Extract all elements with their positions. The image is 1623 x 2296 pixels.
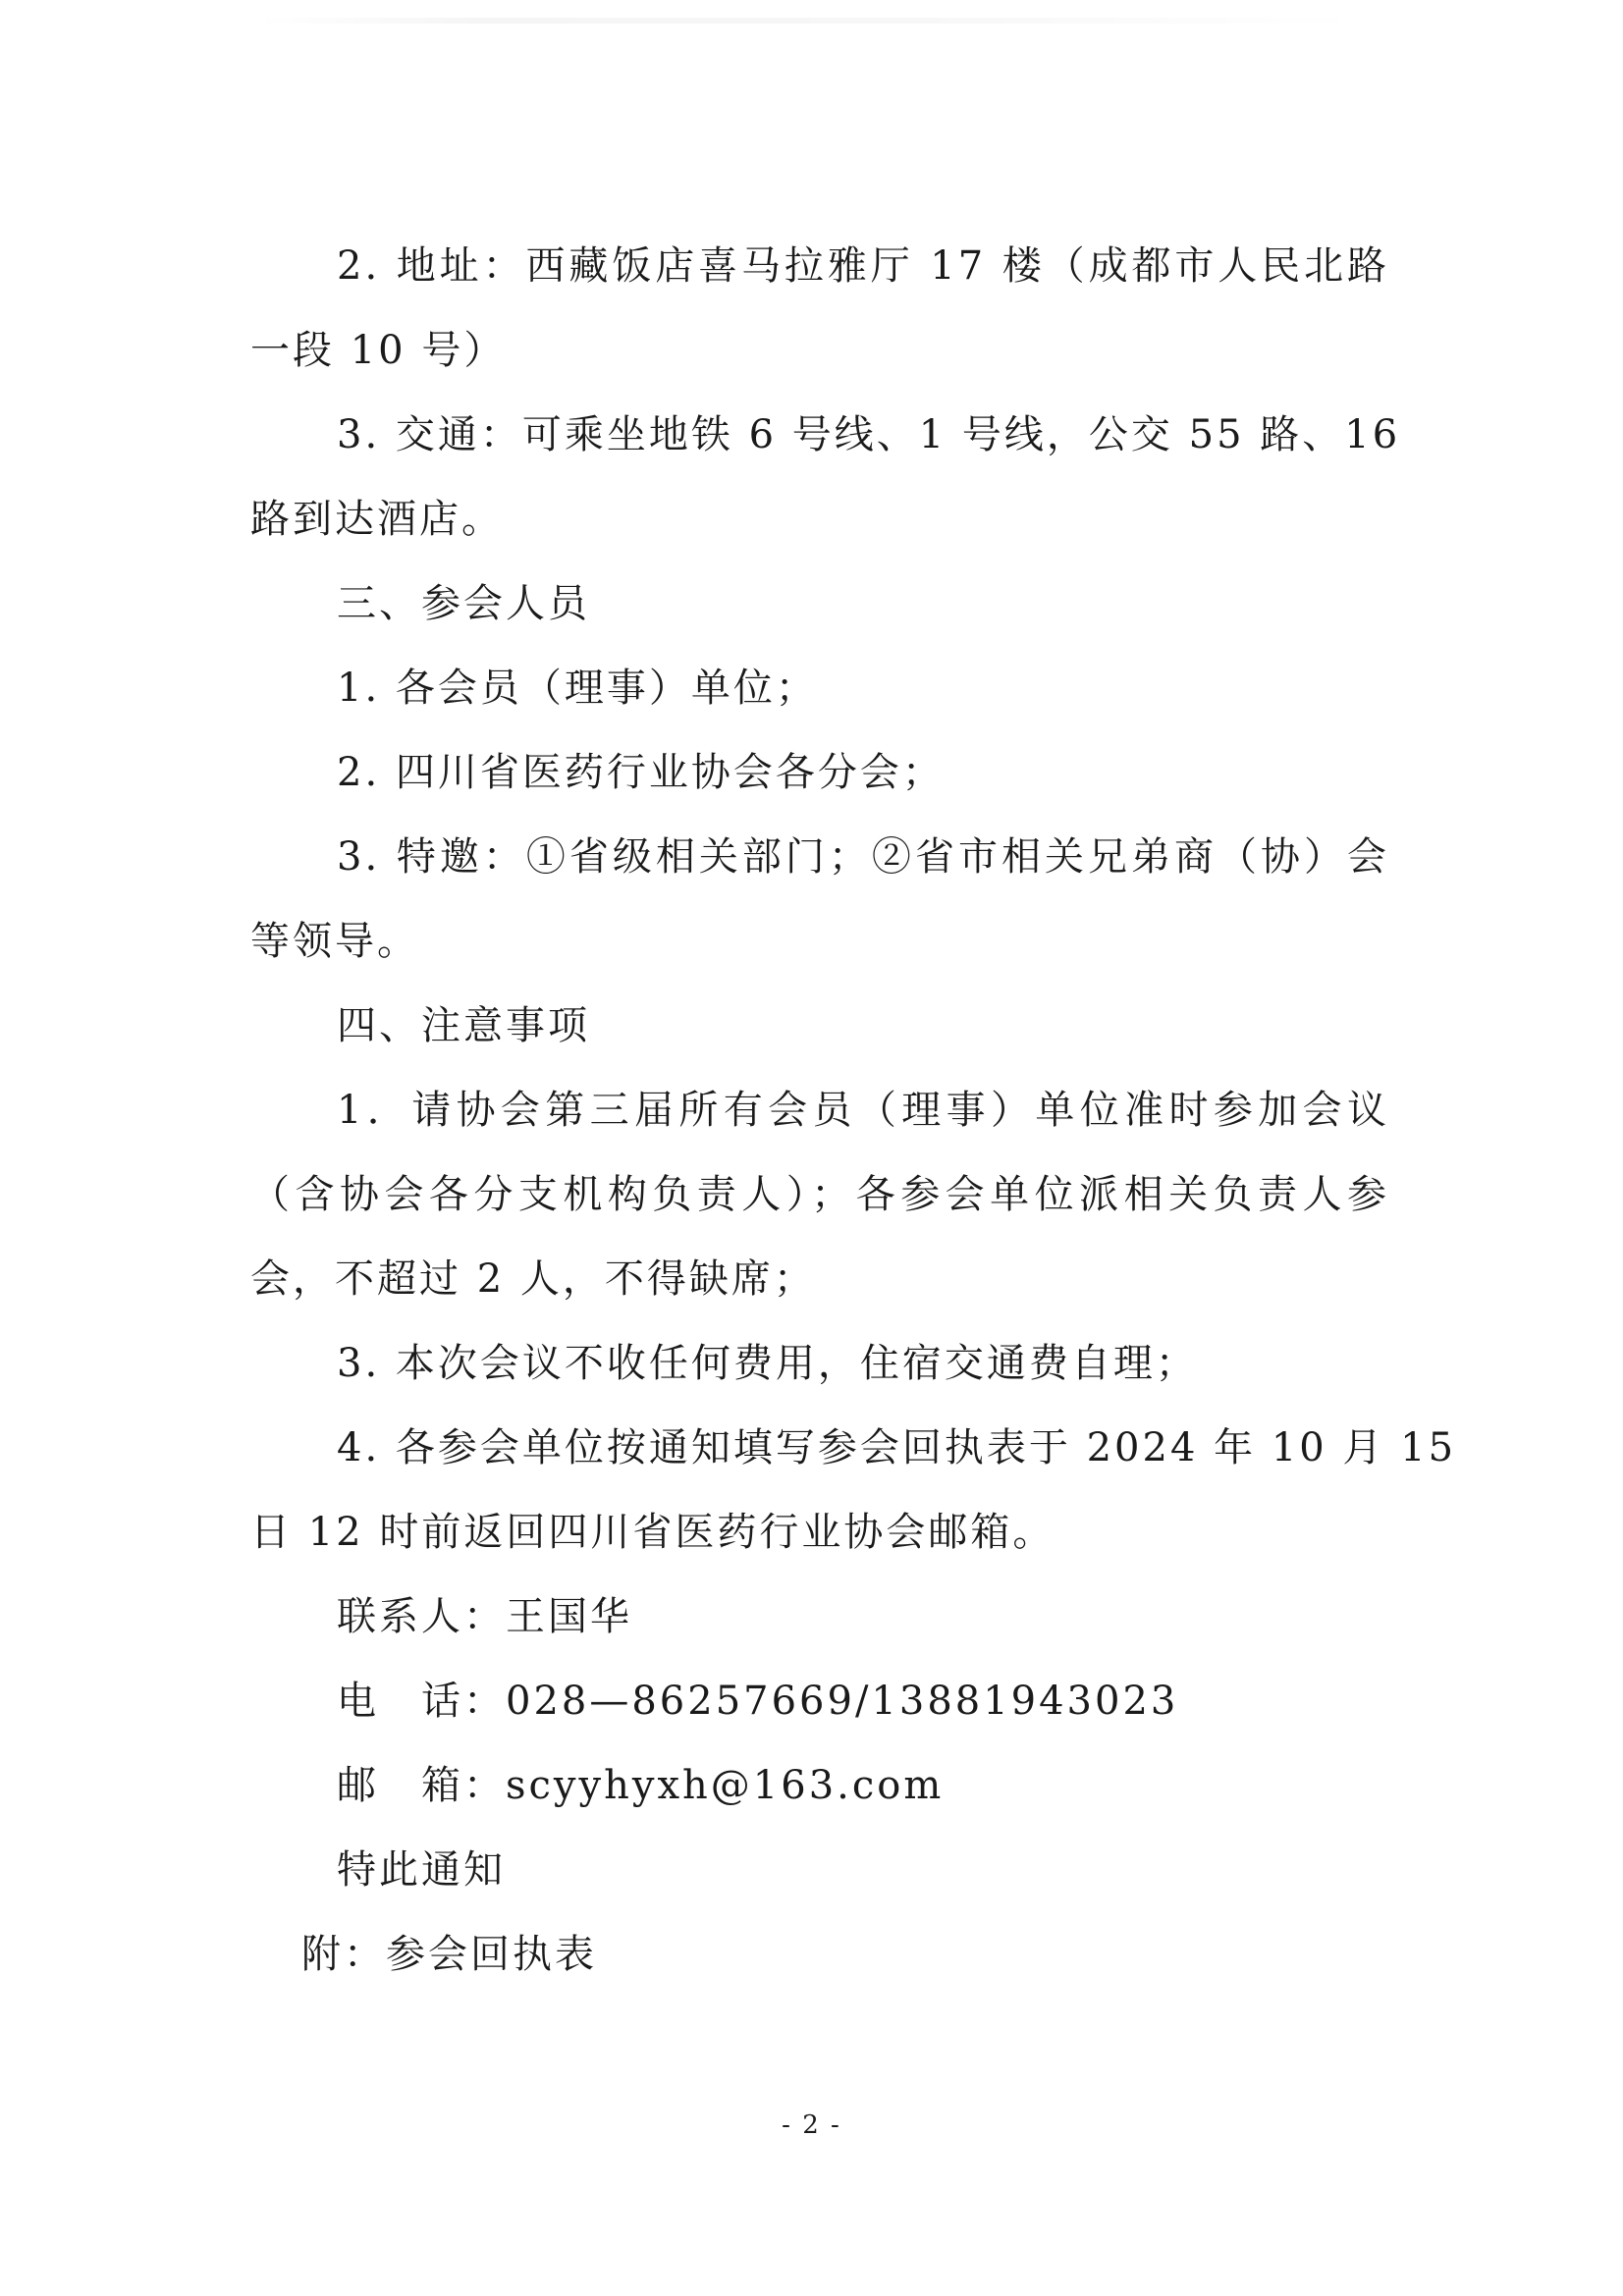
attendee-item-3-line-1: 3. 特邀：①省级相关部门；②省市相关兄弟商（协）会 xyxy=(337,834,1389,880)
address-line-1: 2. 地址：西藏饭店喜马拉雅厅 17 楼（成都市人民北路 xyxy=(337,243,1389,289)
notice-body xyxy=(250,224,1457,1997)
transport-line-2: 路到达酒店。 xyxy=(250,497,504,542)
note-4-line-1: 4. 各参会单位按通知填写参会回执表于 2024 年 10 月 15 xyxy=(337,1425,1457,1470)
scan-artifact xyxy=(255,18,1365,24)
contact-person: 联系人：王国华 xyxy=(337,1594,632,1639)
note-3: 3. 本次会议不收任何费用，住宿交通费自理； xyxy=(337,1341,1198,1386)
section-3-heading: 三、参会人员 xyxy=(337,581,590,626)
contact-email: 邮 箱：scyyhyxh@163.com xyxy=(337,1763,945,1808)
contact-phone: 电 话：028—86257669/13881943023 xyxy=(337,1679,1179,1724)
section-4-heading: 四、注意事项 xyxy=(337,1003,590,1048)
attachment-line: 附：参会回执表 xyxy=(301,1932,597,1977)
closing-line: 特此通知 xyxy=(337,1847,506,1893)
page-number: - 2 - xyxy=(782,2110,841,2140)
note-4-line-2: 日 12 时前返回四川省医药行业协会邮箱。 xyxy=(250,1510,1055,1555)
note-1-line-1: 1．请协会第三届所有会员（理事）单位准时参加会议 xyxy=(337,1088,1389,1133)
attendee-item-2: 2. 四川省医药行业协会各分会； xyxy=(337,750,945,795)
attendee-item-1: 1. 各会员（理事）单位； xyxy=(337,666,818,711)
address-line-2: 一段 10 号） xyxy=(250,328,507,373)
transport-line-1: 3. 交通：可乘坐地铁 6 号线、1 号线，公交 55 路、16 xyxy=(337,412,1401,457)
attendee-item-3-line-2: 等领导。 xyxy=(250,919,419,964)
note-1-line-2: （含协会各分支机构负责人）；各参会单位派相关负责人参 xyxy=(250,1172,1389,1217)
note-1-line-3: 会，不超过 2 人，不得缺席； xyxy=(250,1256,816,1302)
